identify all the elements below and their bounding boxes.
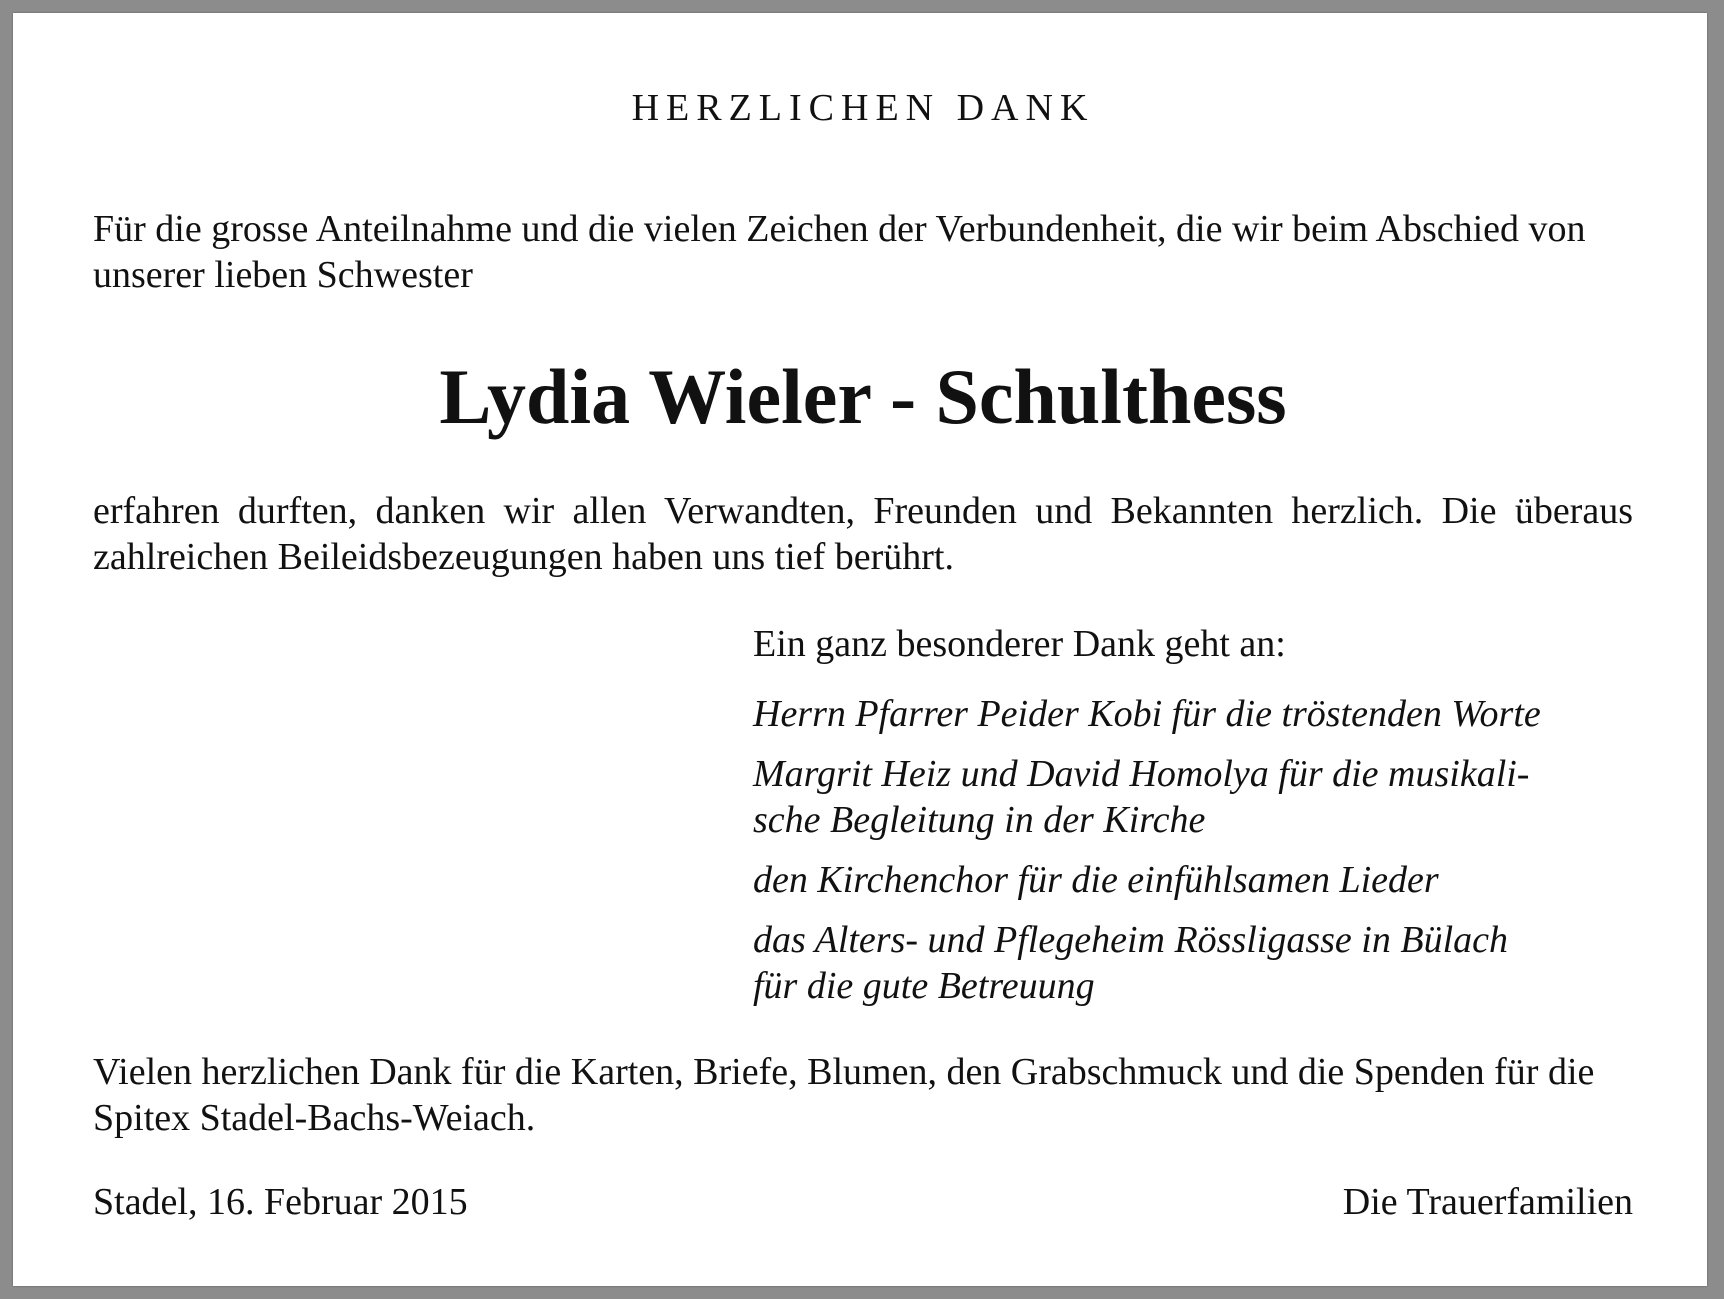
special-thanks-item: das Alters- und Pflegeheim Rössligasse in Bülach für die gute Betreuung [753, 919, 1508, 1007]
closing-paragraph: Vielen herzlichen Dank für die Karten, Briefe, Blumen, den Grabschmuck und die Spenden für die Spitex Stadel-Bachs-Weiach. [93, 1051, 1595, 1139]
special-thanks-section [753, 621, 1633, 1023]
deceased-name: Lydia Wieler - Schulthess [439, 353, 1287, 440]
special-thanks-intro: Ein ganz besonderer Dank geht an: [753, 623, 1286, 665]
intro-paragraph: Für die grosse Anteilnahme und die vielen Zeichen der Verbundenheit, die wir beim Abschied von unserer lieben Schwester [93, 208, 1586, 296]
obituary-thank-you-notice [13, 13, 1707, 1286]
special-thanks-item: Margrit Heiz und David Homolya für die musikali- sche Begleitung in der Kirche [753, 753, 1530, 841]
notice-heading: HERZLICHEN DANK [631, 87, 1095, 129]
body-paragraph: erfahren durften, danken wir allen Verwandten, Freunden und Bekannten herzlich. Die überaus zahlreichen Beileidsbezeugungen haben uns tief berührt. [93, 490, 1633, 578]
special-thanks-item: den Kirchenchor für die einfühlsamen Lieder [753, 859, 1439, 901]
place-and-date: Stadel, 16. Februar 2015 [93, 1181, 468, 1223]
notice-footer [93, 1179, 1633, 1225]
special-thanks-list [753, 691, 1633, 1009]
special-thanks-item: Herrn Pfarrer Peider Kobi für die tröstenden Worte [753, 693, 1541, 735]
signature: Die Trauerfamilien [1342, 1181, 1633, 1223]
